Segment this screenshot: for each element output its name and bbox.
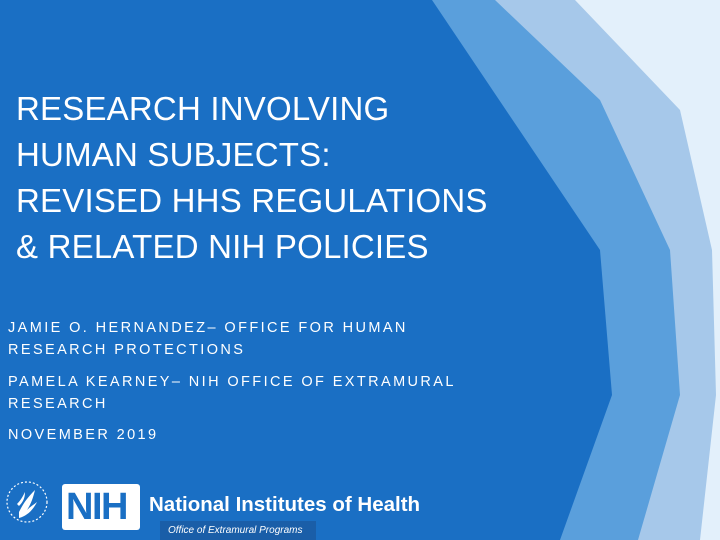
nih-badge-text: NIH	[66, 486, 127, 528]
office-label: Office of Extramural Programs	[168, 525, 303, 536]
presenter-line: JAMIE O. HERNANDEZ– OFFICE FOR HUMAN	[8, 320, 408, 336]
title-line: HUMAN SUBJECTS:	[16, 136, 331, 173]
footer-logos	[0, 472, 720, 540]
slide-title	[16, 86, 536, 270]
presenter-line: RESEARCH	[8, 396, 108, 412]
title-line: REVISED HHS REGULATIONS	[16, 182, 488, 219]
presentation-date	[8, 424, 158, 446]
presenter-line: RESEARCH PROTECTIONS	[8, 342, 246, 358]
nih-full-name: National Institutes of Health	[149, 493, 421, 516]
hhs-eagle-wing	[19, 490, 37, 518]
hhs-eagle-icon	[5, 474, 49, 530]
title-line: & RELATED NIH POLICIES	[16, 228, 429, 265]
presenter-kearney	[8, 371, 456, 415]
date-text: NOVEMBER 2019	[8, 427, 159, 443]
presenter-hernandez	[8, 317, 408, 361]
presenter-line: PAMELA KEARNEY– NIH OFFICE OF EXTRAMURAL	[8, 374, 456, 390]
title-line: RESEARCH INVOLVING	[16, 90, 390, 127]
